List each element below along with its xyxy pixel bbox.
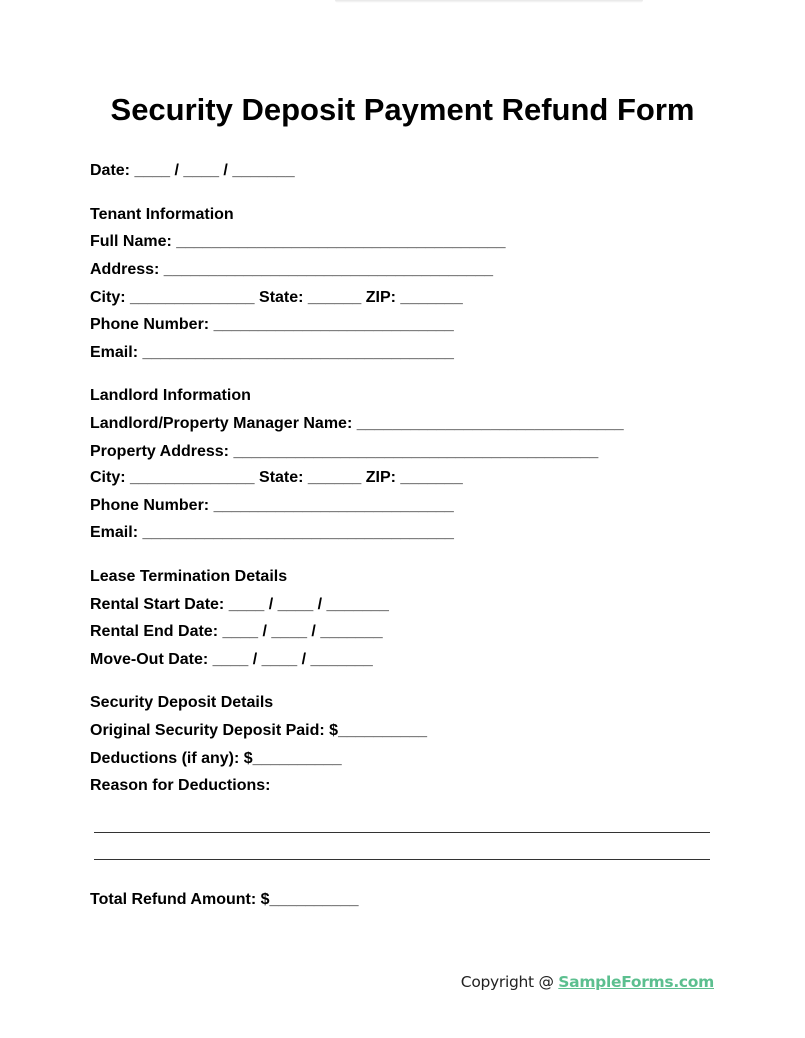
reason-line-2[interactable] [94,859,710,860]
landlord-city-state-zip-field[interactable]: City: ______________ State: ______ ZIP: _______ [90,469,463,486]
original-deposit-paid-field[interactable]: Original Security Deposit Paid: $__________ [90,722,428,739]
reason-for-deductions-label: Reason for Deductions: [90,777,271,794]
total-refund-field[interactable]: Total Refund Amount: $__________ [90,891,359,908]
tenant-city-state-zip-field[interactable]: City: ______________ State: ______ ZIP: _______ [90,289,463,306]
move-out-date-field[interactable]: Move-Out Date: ____ / ____ / _______ [90,651,373,668]
tenant-phone-field[interactable]: Phone Number: ___________________________ [90,316,454,333]
landlord-email-field[interactable]: Email: ___________________________________ [90,524,454,541]
tenant-email-field[interactable]: Email: ___________________________________ [90,344,454,361]
tenant-address-field[interactable]: Address: _____________________________________ [90,261,494,278]
date-field[interactable]: Date: ____ / ____ / _______ [90,162,295,179]
copyright-prefix: Copyright @ [460,973,559,991]
tenant-section-heading: Tenant Information [90,206,234,223]
top-edge-shadow [335,0,643,3]
lease-section-heading: Lease Termination Details [90,568,288,585]
landlord-phone-field[interactable]: Phone Number: ___________________________ [90,497,454,514]
landlord-manager-name-field[interactable]: Landlord/Property Manager Name: ______________________________ [90,415,624,432]
deposit-section-heading: Security Deposit Details [90,694,274,711]
form-title: Security Deposit Payment Refund Form [110,92,695,127]
landlord-section-heading: Landlord Information [90,387,251,404]
sampleforms-link[interactable]: SampleForms.com [558,973,714,991]
copyright-footer [461,972,714,992]
reason-line-1[interactable] [94,832,710,833]
rental-start-date-field[interactable]: Rental Start Date: ____ / ____ / _______ [90,596,389,613]
rental-end-date-field[interactable]: Rental End Date: ____ / ____ / _______ [90,623,383,640]
landlord-property-address-field[interactable]: Property Address: _________________________________________ [90,443,599,460]
deductions-field[interactable]: Deductions (if any): $__________ [90,750,342,767]
tenant-full-name-field[interactable]: Full Name: _____________________________________ [90,233,506,250]
